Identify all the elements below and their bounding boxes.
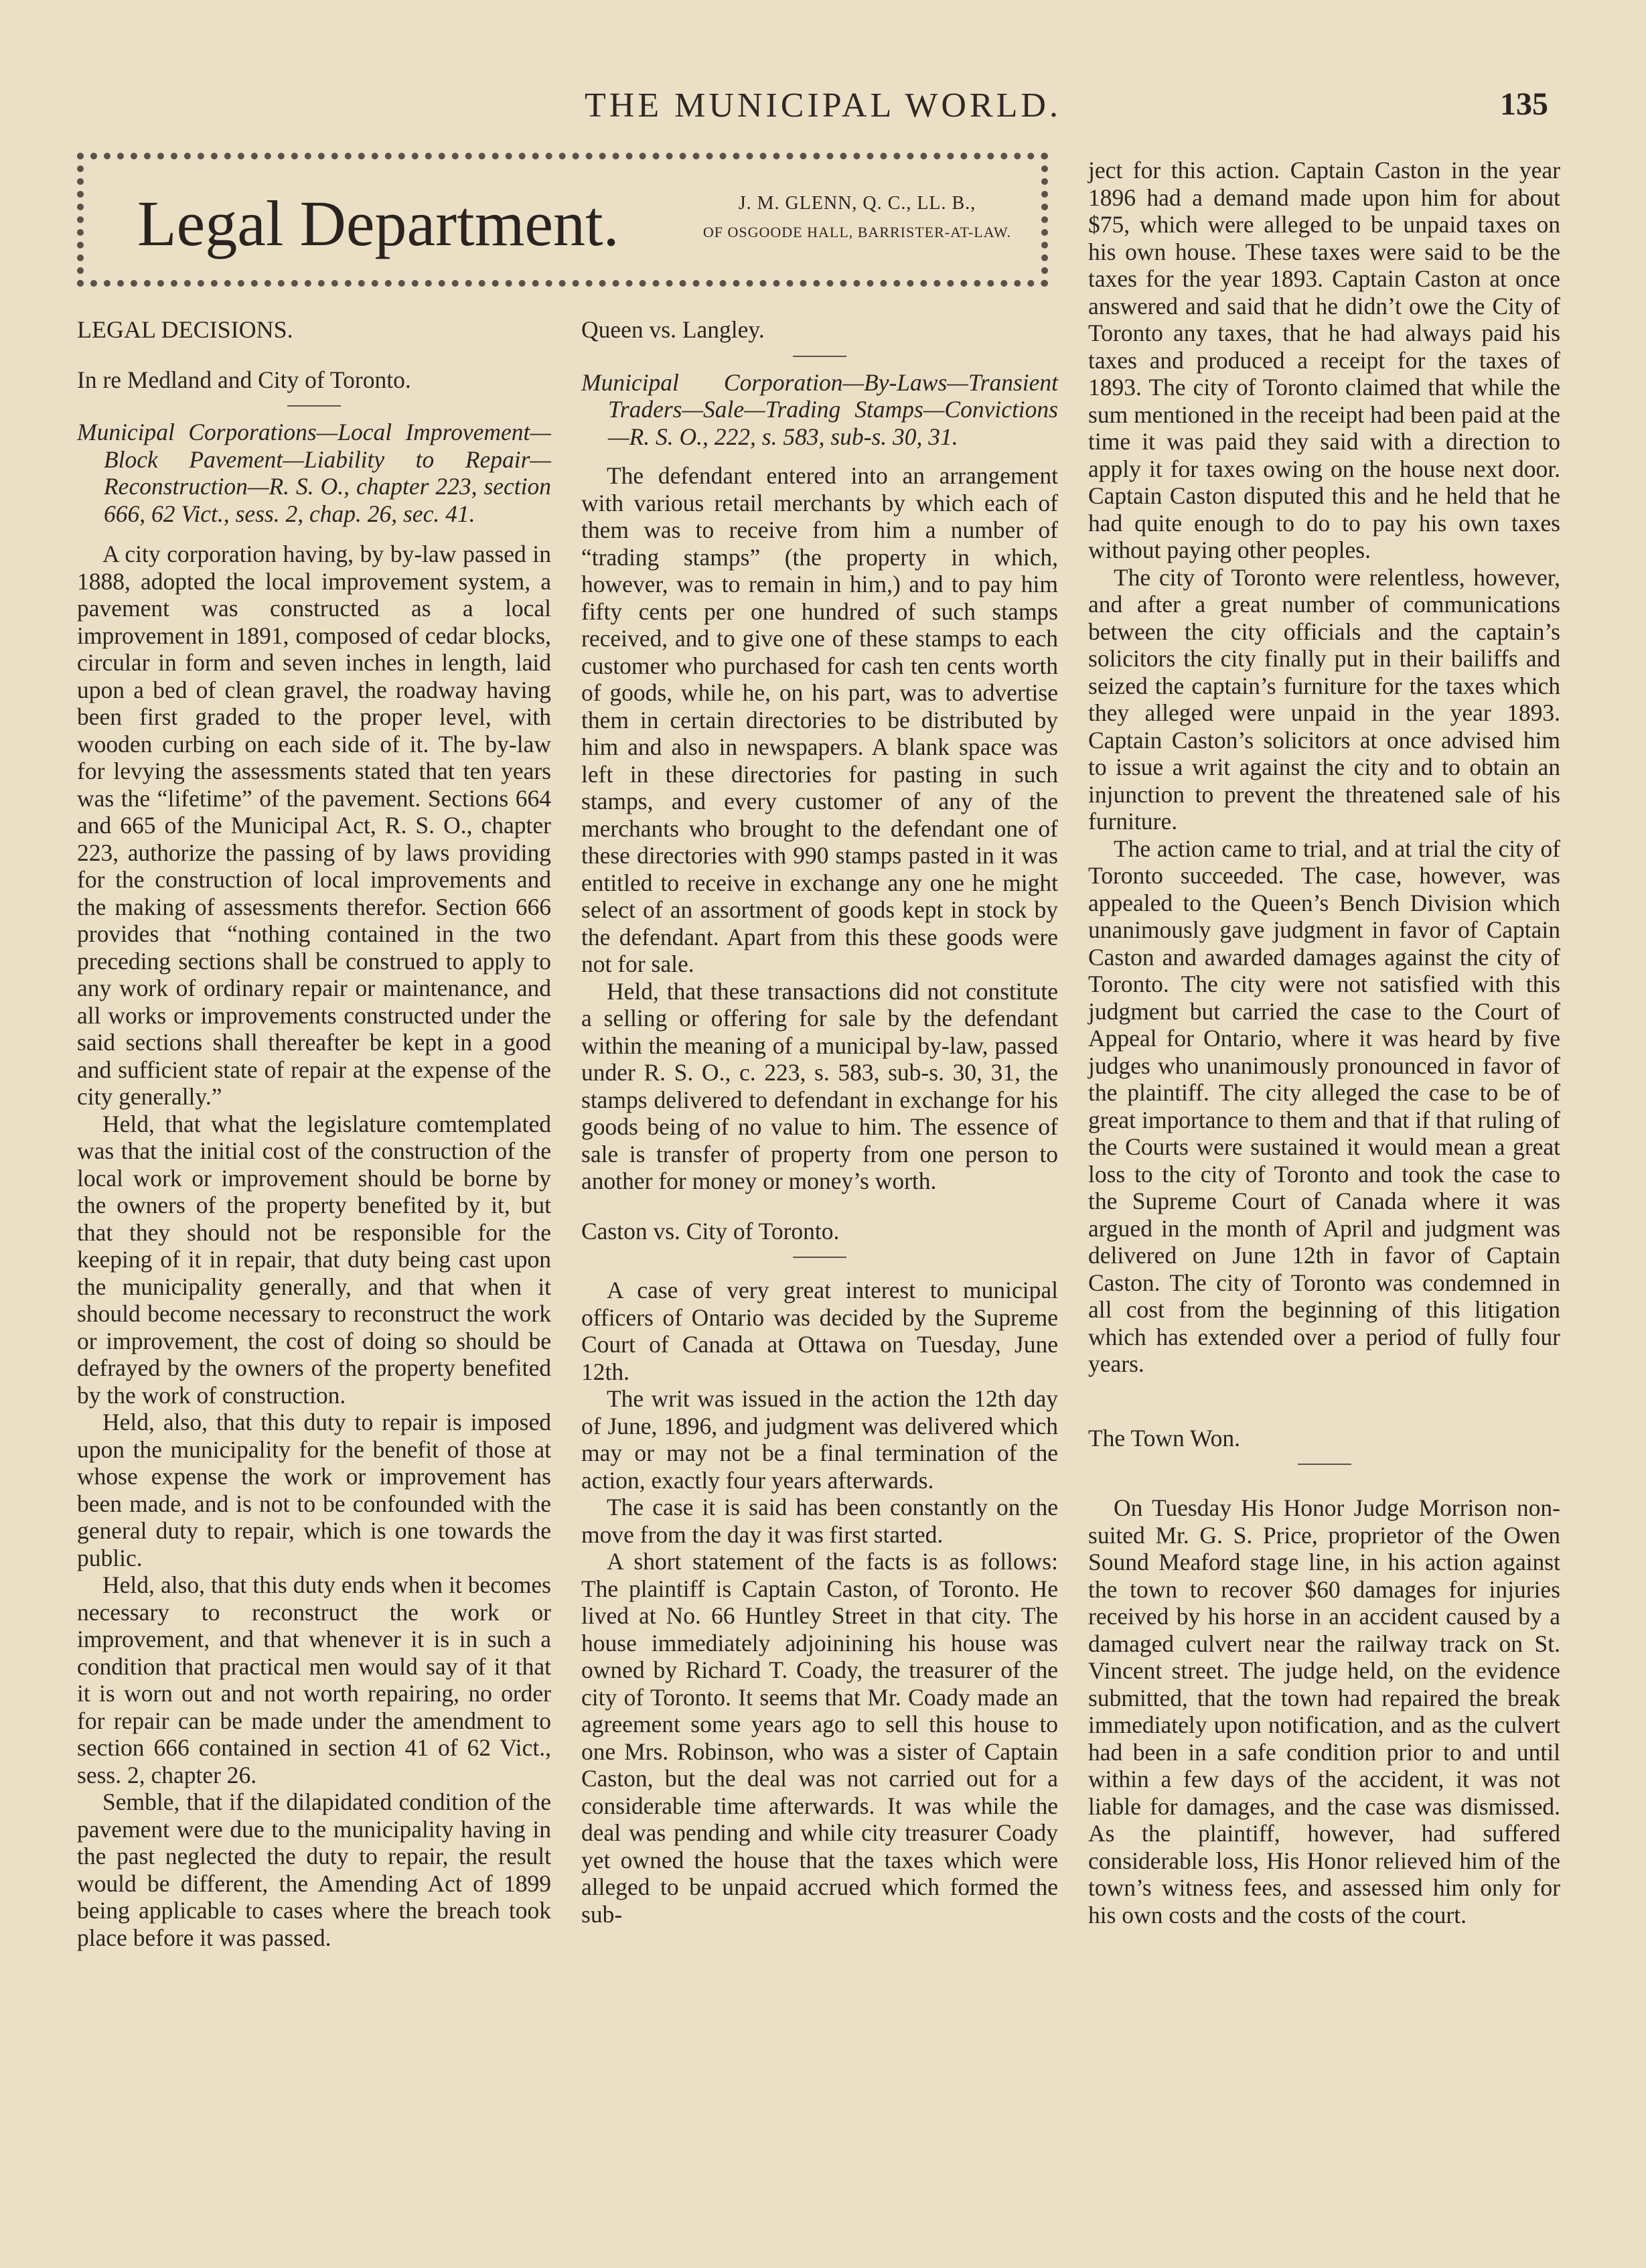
case-1-synopsis: Municipal Corporations—Local Improvement—Block Pavement—Liability to Repair—Reconstruction—R. S. O., chapter 223, section 666, 62 Vict., sess. 2, chap. 26, sec. 41. — [77, 419, 551, 527]
department-author-block — [700, 193, 1015, 241]
divider-rule — [287, 405, 341, 407]
case-4-paragraph: On Tuesday His Honor Judge Morrison non-suited Mr. G. S. Price, proprietor of the Owen Sound Meaford stage line, in his action against the town to recover $60 damages for injuries received by his horse in an accident caused by a damaged culvert near the railway track on St. Vincent street. The judge held, on the evidence submitted, that the town had repaired the break immediately upon notification, and as the culvert had been in a safe condition prior to and until within a few days of the accident, it was not liable for damages, and the case was dismissed. As the plaintiff, however, had suffered considerable loss, His Honor relieved him of the town’s witness fees, and assessed him only for his own costs and the costs of the court. — [1088, 1494, 1560, 1928]
case-1-paragraph: Held, also, that this duty ends when it becomes necessary to reconstruct the work or improvement, and that whenever it is in such a condition that practical men would say of it that it is worn out and not worth repairing, no order for repair can be made under the amendment to section 666 contained in section 41 of 62 Vict., sess. 2, chapter 26. — [77, 1571, 551, 1788]
case-2-paragraph: Held, that these transactions did not constitute a selling or offering for sale by the defendant within the meaning of a municipal by-law, passed under R. S. O., c. 223, s. 583, sub-s. 30, 31, the stamps delivered to defendant in exchange for his goods being of no value to him. The essence of sale is transfer of property from one person to another for money or money’s worth. — [581, 977, 1058, 1194]
case-1-paragraph: Held, also, that this duty to repair is imposed upon the municipality for the benefit of those at whose expense the work or improvement has been made, and is not to be confounded with the general duty to repair, which is one towards the public. — [77, 1409, 551, 1571]
column-1 — [77, 316, 551, 1951]
case-2-synopsis: Municipal Corporation—By-Laws—Transient Traders—Sale—Trading Stamps—Convictions—R. S. O., 222, s. 583, sub-s. 30, 31. — [581, 368, 1058, 450]
column-3 — [1088, 157, 1560, 1928]
case-3-continued-paragraph: The city of Toronto were relentless, however, and after a great number of communications between the city officials and the captain’s solicitors the city finally put in their bailiffs and seized the captain’s furniture for the taxes which they alleged were unpaid in the year 1893. Captain Caston’s solicitors at once advised him to issue a writ against the city and to obtain an injunction to prevent the threatened sale of his furniture. — [1088, 563, 1560, 835]
case-4-title: The Town Won. — [1088, 1424, 1241, 1451]
column-2 — [581, 316, 1058, 1928]
case-3-paragraph: A short statement of the facts is as follows: The plaintiff is Captain Caston, of Toronto. He lived at No. 66 Huntley Street in that city. The house immediately adjoinining his house was owned by Richard T. Coady, the treasurer of the city of Toronto. It seems that Mr. Coady made an agreement some years ago to sell this house to one Mrs. Robinson, who was a sister of Captain Caston, but the deal was not carried out for a considerable time afterwards. It was while the deal was pending and while city treasurer Coady yet owned the house that the taxes which were alleged to be unpaid accrued which formed the sub- — [581, 1548, 1058, 1928]
case-1-paragraph: Held, that what the legislature comtemplated was that the initial cost of the construction of the local work or improvement should be borne by the owners of the property benefited by it, but that they should not be responsible for the keeping of it in repair, that duty being cast upon the municipality generally, and that when it should become necessary to reconstruct the work or improvement, the cost of doing so should be defrayed by the owners of the property benefited by the work of construction. — [77, 1110, 551, 1409]
divider-rule — [793, 1257, 846, 1258]
case-1-paragraph: Semble, that if the dilapidated condition of the pavement were due to the municipality having in the past neglected the duty to repair, the result would be different, the Amending Act of 1899 being applicable to cases where the breach took place before it was passed. — [77, 1788, 551, 1951]
case-1-paragraph: A city corporation having, by by-law passed in 1888, adopted the local improvement system, a pavement was constructed as a local improvement in 1891, composed of cedar blocks, circular in form and seven inches in length, laid upon a bed of clean gravel, the roadway having been first graded to the proper level, with wooden curbing on each side of it. The by-law for levying the assessments stated that ten years was the “lifetime” of the pavement. Sections 664 and 665 of the Municipal Act, R. S. O., chapter 223, authorize the passing of by laws providing for the construction of local improvements and the making of assessments therefor. Section 666 provides that “nothing contained in the two preceding sections shall be construed to apply to any work of ordinary repair or maintenance, and all works or improvements constructed under the said sections shall thereafter be kept in a good and sufficient state of repair at the expense of the city generally.” — [77, 541, 551, 1110]
case-2-title: Queen vs. Langley. — [581, 316, 765, 343]
case-2-paragraph: The defendant entered into an arrangement with various retail merchants by which each of them was to receive from him a number of “trading stamps” (the property in which, however, was to remain in him,) and to pay him fifty cents per one hundred of such stamps received, and to give one of these stamps to each customer who purchased for cash ten cents worth of goods, while he, on his part, was to advertise them in certain directories to be distributed by him and also in newspapers. A blank space was left in these directories for pasting in such stamps, and every customer of any of the merchants who brought to the defendant one of these directories with 990 stamps pasted in it was entitled to receive in exchange any one he might select of an assortment of goods kept in stock by the defendant. Apart from this these goods were not for sale. — [581, 462, 1058, 977]
department-author-affiliation: OF OSGOODE HALL, BARRISTER-AT-LAW. — [702, 224, 1012, 240]
case-3-continued-paragraph: The action came to trial, and at trial the city of Toronto succeeded. The case, however, was appealed to the Queen’s Bench Division which unanimously gave judgment in favor of Captain Caston and awarded damages against the city of Toronto. The city were not satisfied with this judgment but carried the case to the Court of Appeal for Ontario, where it was heard by five judges who unanimously pronounced in favor of the plaintiff. The city alleged the case to be of great importance to them and that if that ruling of the Courts were sustained it would mean a great loss to the city of Toronto and took the case to the Supreme Court of Canada where it was argued in the month of April and judgment was delivered on June 12th in favor of Captain Caston. The city of Toronto was condemned in all cost from the beginning of this litigation which has extended over a period of fully four years. — [1088, 835, 1560, 1377]
running-title: THE MUNICIPAL WORLD. — [585, 86, 1061, 125]
divider-rule — [793, 356, 846, 357]
divider-rule — [1298, 1464, 1351, 1465]
department-author: J. M. GLENN, Q. C., LL. B., — [738, 193, 976, 214]
department-banner — [77, 153, 1048, 287]
case-3-paragraph: The case it is said has been constantly on the move from the day it was first started. — [581, 1494, 1058, 1548]
case-3-title: Caston vs. City of Toronto. — [581, 1217, 840, 1245]
case-3-paragraph: A case of very great interest to municipal officers of Ontario was decided by the Supreme Court of Canada at Ottawa on Tuesday, June 12th. — [581, 1277, 1058, 1385]
page-number: 135 — [1500, 86, 1548, 122]
department-title: Legal Department. — [137, 188, 619, 259]
case-3-paragraph: The writ was issued in the action the 12th day of June, 1896, and judgment was delivered which may or may not be a final termination of the action, exactly four years afterwards. — [581, 1385, 1058, 1494]
case-3-continued-paragraph: ject for this action. Captain Caston in the year 1896 had a demand made upon him for about $75, which were alleged to be unpaid taxes on his own house. These taxes were said to be the taxes for the year 1893. Captain Caston at once answered and said that he didn’t owe the City of Toronto any taxes, that he had always paid his taxes and produced a receipt for the taxes of 1893. The city of Toronto claimed that while the sum mentioned in the receipt had been paid at the time it was paid they said with a direction to apply it for taxes owing on the house next door. Captain Caston disputed this and he held that he had quite enough to do to pay his own taxes without paying other peoples. — [1088, 157, 1560, 563]
case-1-title: In re Medland and City of Toronto. — [77, 366, 411, 393]
section-heading: LEGAL DECISIONS. — [77, 316, 293, 343]
